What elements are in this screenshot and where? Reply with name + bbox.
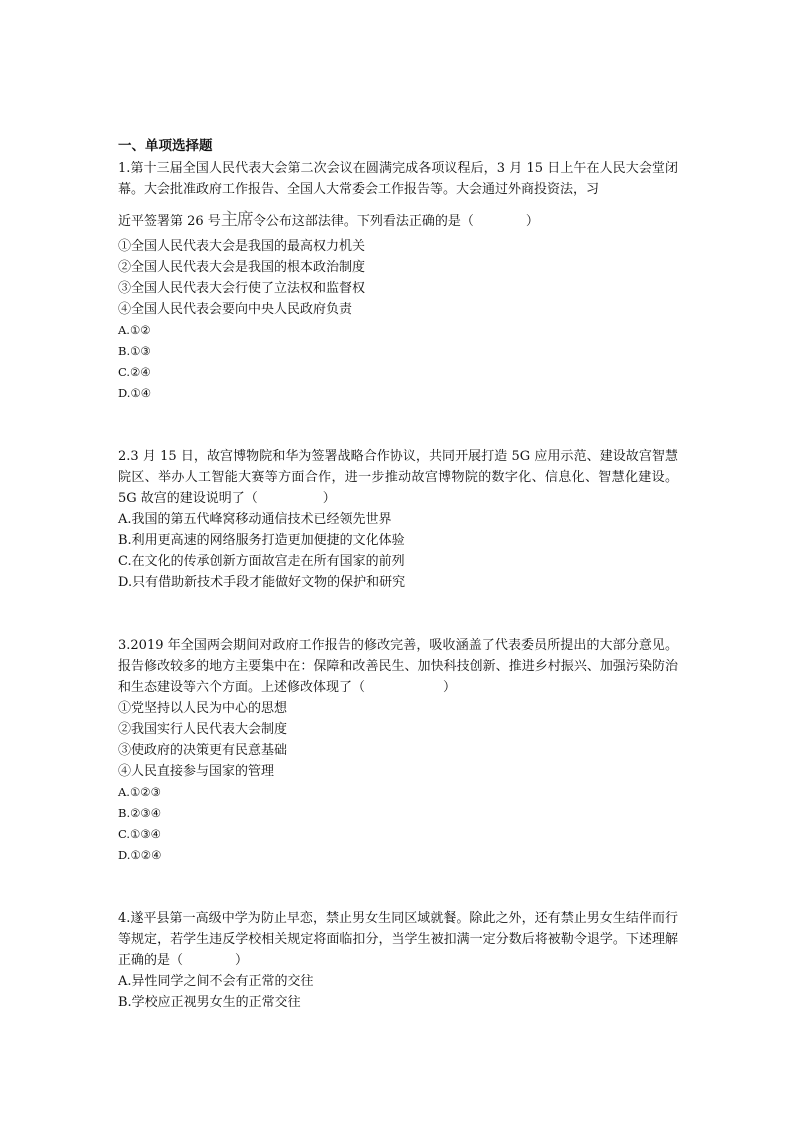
question-3-statement: ④人民直接参与国家的管理 [118,764,275,779]
question-3-option-a: A.①②③ [118,785,161,799]
question-4-option-a: A.异性同学之间不会有正常的交往 [118,974,314,989]
question-3-option-d: D.①②④ [118,848,162,862]
question-3-option-b: B.②③④ [118,806,162,820]
question-2-option-a: A.我国的第五代峰窝移动通信技术已经领先世界 [118,512,392,527]
question-2-option-d: D.只有借助新技术手段才能做好文物的保护和研究 [118,575,406,590]
question-3-options [118,782,678,866]
question-1-statement: ④全国人民代表会要向中央人民政府负责 [118,302,353,317]
question-1-option-d: D.①④ [118,386,152,400]
question-3-statement: ①党坚持以人民为中心的思想 [118,701,288,716]
question-1-stem-line [118,210,678,232]
question-1-options [118,320,678,404]
question-3-statements [118,698,678,782]
question-1-statement: ①全国人民代表大会是我国的最高权力机关 [118,239,366,254]
question-4-options [118,971,678,1013]
question-1-statements [118,236,678,320]
section-title: 一、单项选择题 [118,138,213,154]
question-2-stem: 2.3 月 15 日，故宫博物院和华为签署战略合作协议，共同开展打造 5G 应用示范、建设故宫智慧院区、举办人工智能大赛等方面合作，进一步推动故宫博物院的数字化、信息化、智慧化建设。5G 故宫的建设说明了（ ） [118,449,678,506]
question-1-option-b: B.①③ [118,344,151,358]
question-3-statement: ②我国实行人民代表大会制度 [118,722,288,737]
question-1-statement: ②全国人民代表大会是我国的根本政治制度 [118,260,366,275]
question-1 [118,158,678,404]
question-1-option-a: A.①② [118,323,151,337]
question-1-inline-large-text: 主席 [220,210,253,230]
question-1-option-c: C.②④ [118,365,151,379]
question-1-statement: ③全国人民代表大会行使了立法权和监督权 [118,281,366,296]
question-1-stem-part-a: 1.第十三届全国人民代表大会第二次会议在圆满完成各项议程后，3 月 15 日上午在人民大会堂闭幕。大会批准政府工作报告、全国人大常委会工作报告等。大会通过外商投资法，习 [118,161,678,197]
question-1-stem-part-b: 近平签署第 26 号 [118,214,221,229]
question-2-options [118,509,678,593]
question-3-stem: 3.2019 年全国两会期间对政府工作报告的修改完善，吸收涵盖了代表委员所提出的大部分意见。报告修改较多的地方主要集中在：保障和改善民生、加快科技创新、推进乡村振兴、加强污染防治和生态建设等六个方面。上述修改体现了（ ） [118,638,678,695]
question-3-option-c: C.①③④ [118,827,161,841]
question-4 [118,908,678,1013]
question-1-stem [118,158,678,232]
question-4-option-b: B.学校应正视男女生的正常交往 [118,995,301,1010]
exam-content [118,136,678,1013]
question-3-statement: ③使政府的决策更有民意基础 [118,743,288,758]
question-2 [118,446,678,593]
question-4-stem: 4.遂平县第一高级中学为防止早恋，禁止男女生同区域就餐。除此之外，还有禁止男女生结伴而行等规定，若学生违反学校相关规定将面临扣分，当学生被扣满一定分数后将被勒令退学。下述理解正确的是（ ） [118,911,678,968]
question-3 [118,635,678,866]
question-2-option-c: C.在文化的传承创新方面故宫走在所有国家的前列 [118,554,405,569]
question-1-stem-part-c: 令公布这部法律。下列看法正确的是（ ） [252,214,539,229]
question-2-option-b: B.利用更高速的网络服务打造更加便捷的文化体验 [118,533,405,548]
